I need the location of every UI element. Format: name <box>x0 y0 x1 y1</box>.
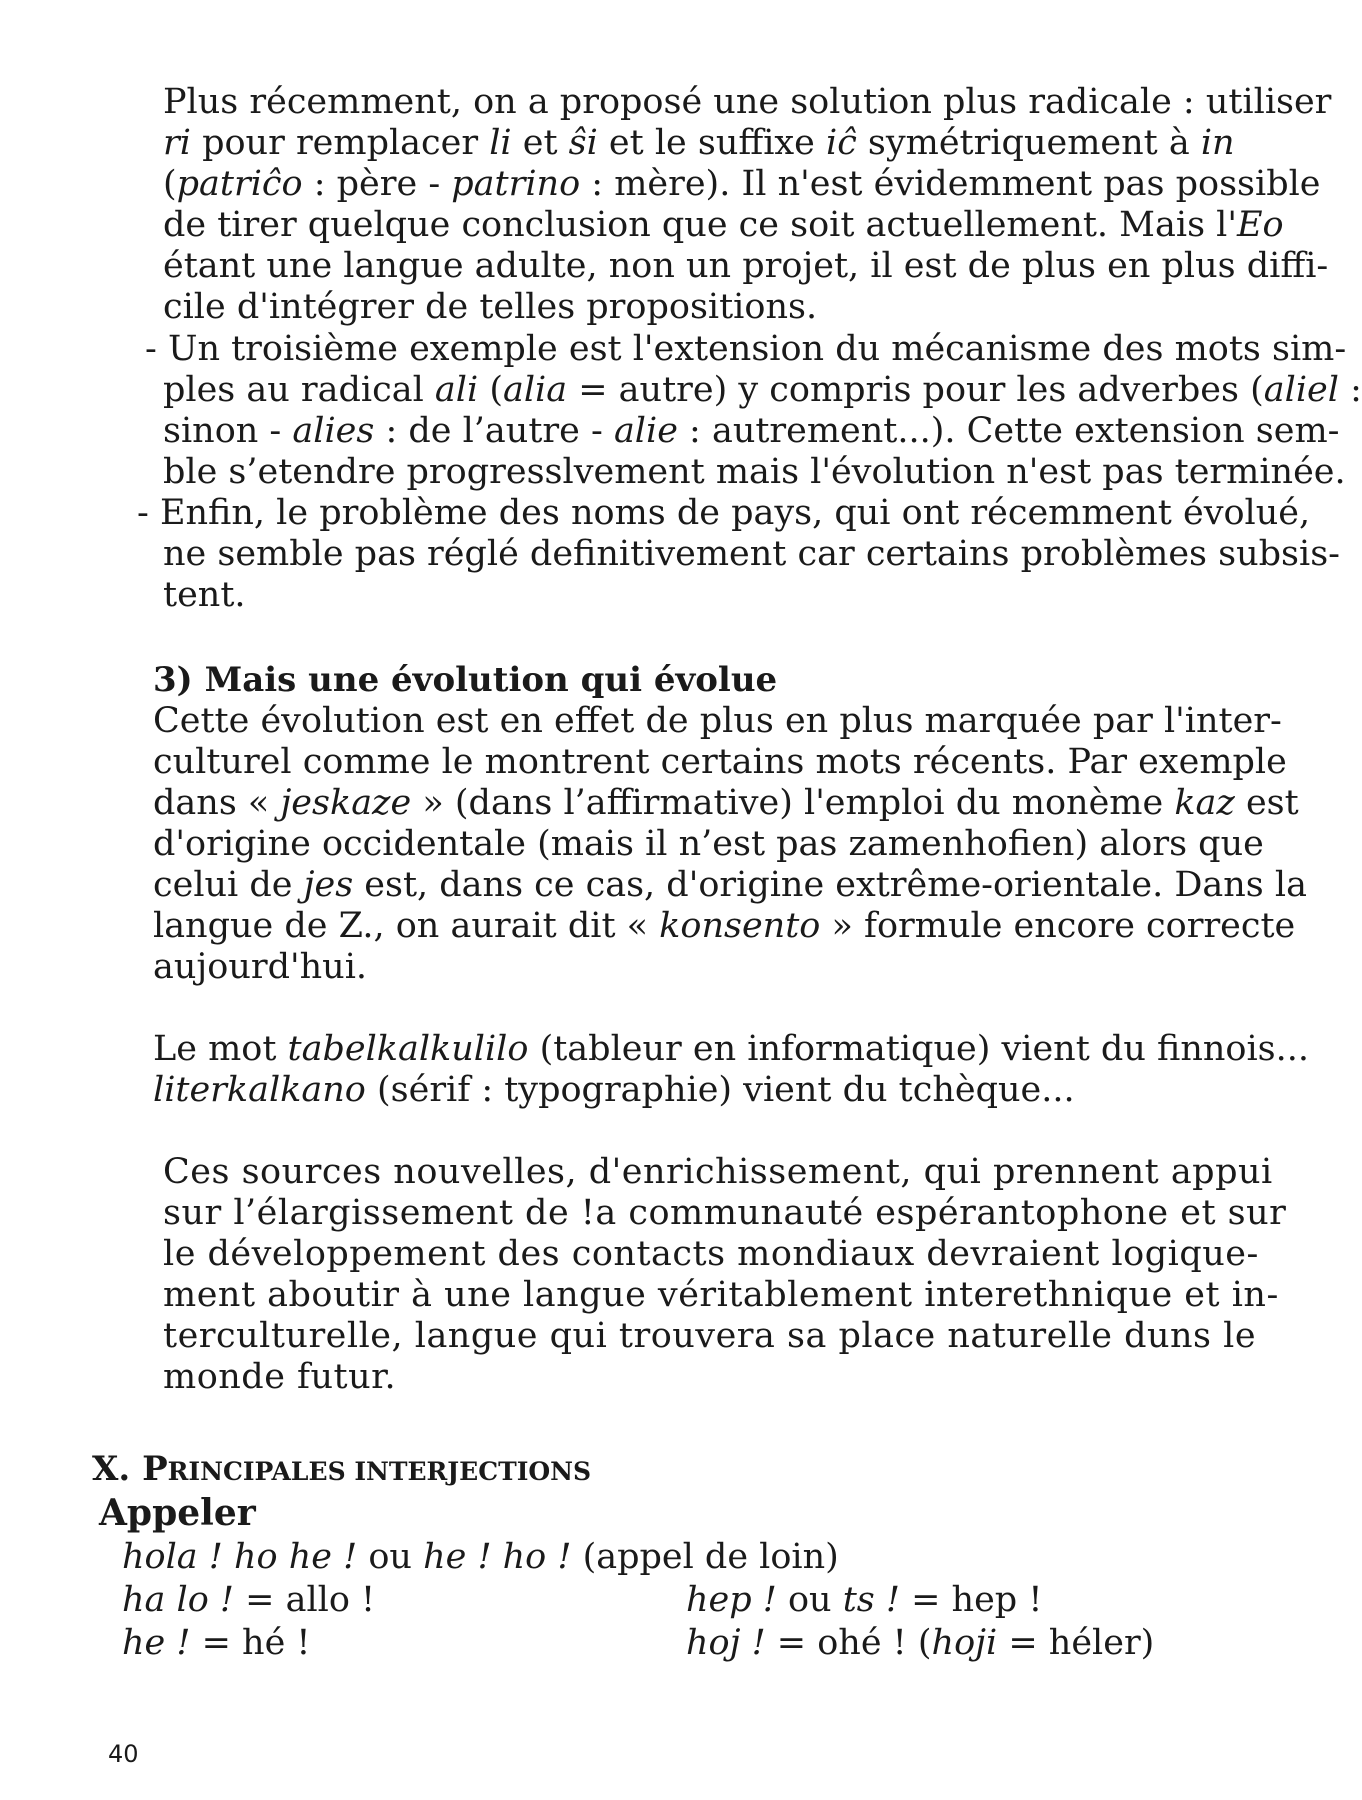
text-line: literkalkano (sérif : typographie) vient du tchèque... <box>153 1070 1075 1110</box>
paragraph-word-origins <box>153 1029 1310 1111</box>
term: ri <box>163 123 191 163</box>
text-line: aujourd'hui. <box>153 947 368 987</box>
text-line: le développement des contacts mondiaux devraient logique- <box>163 1234 1259 1274</box>
term: Eo <box>1236 205 1284 245</box>
interjection-row: ha lo ! = allo ! <box>122 1580 376 1620</box>
term: kaz <box>1174 783 1235 823</box>
text-line: - Enfin, le problème des noms de pays, qui ont récemment évolué, <box>137 493 1311 533</box>
term: tabelkalkulilo <box>287 1029 529 1069</box>
term: in <box>1200 123 1235 163</box>
term: jes <box>303 865 354 905</box>
term: hola ! ho he ! <box>122 1537 358 1577</box>
term: alie <box>613 411 678 451</box>
text-line: langue de Z., on aurait dit « konsento » formule encore correcte <box>153 906 1296 946</box>
term: ŝi <box>568 123 598 163</box>
subsection-heading-appeler: Appeler <box>99 1492 256 1534</box>
text-line: monde futur. <box>163 1357 397 1397</box>
text-line: terculturelle, langue qui trouvera sa place naturelle duns le <box>163 1316 1257 1356</box>
term: alia <box>502 370 568 410</box>
interjection-row: hoj ! = ohé ! (hoji = héler) <box>686 1623 1155 1663</box>
term: iĉ <box>826 123 857 163</box>
interjection-row: hola ! ho he ! ou he ! ho ! (appel de loin) <box>122 1537 839 1577</box>
term: li <box>489 123 512 163</box>
interjection-row: hep ! ou ts ! = hep ! <box>686 1580 1043 1620</box>
term: hoj ! <box>686 1623 766 1663</box>
term: literkalkano <box>153 1070 366 1110</box>
text-line: ri pour remplacer li et ŝi et le suffixe iĉ symétriquement à in <box>163 123 1235 163</box>
term: he ! ho ! <box>423 1537 572 1577</box>
paragraph-radical-solution <box>163 82 1332 328</box>
bullet-country-names <box>137 493 1311 534</box>
text-line: sinon - alies : de l’autre - alie : autrement...). Cette extension sem- <box>163 411 1340 451</box>
term: aliel <box>1263 370 1339 410</box>
text-line: Cette évolution est en effet de plus en plus marquée par l'inter- <box>153 701 1282 741</box>
interjection-row: he ! = hé ! <box>122 1623 311 1663</box>
text-line: culturel comme le montrent certains mots récents. Par exemple <box>153 742 1287 782</box>
text-line: étant une langue adulte, non un projet, il est de plus en plus diffi- <box>163 246 1329 286</box>
text-line: Plus récemment, on a proposé une solution plus radicale : utiliser <box>163 82 1332 122</box>
page-number: 40 <box>108 1740 139 1768</box>
text-line: cile d'intégrer de telles propositions. <box>163 287 818 327</box>
chapter-heading: X. PRINCIPALES INTERJECTIONS <box>92 1449 592 1489</box>
section-heading: 3) Mais une évolution qui évolue <box>153 660 778 700</box>
text-line: tent. <box>163 575 246 615</box>
term: hep ! <box>686 1580 777 1620</box>
text-line: d'origine occidentale (mais il n’est pas zamenhofien) alors que <box>153 824 1264 864</box>
text-line: Ces sources nouvelles, d'enrichissement, qui prennent appui <box>163 1152 1273 1192</box>
text-line: ment aboutir à une langue véritablement interethnique et in- <box>163 1275 1279 1315</box>
bullet-country-names-cont <box>163 534 1340 616</box>
text-line: ble s’etendre progresslvement mais l'évolution n'est pas terminée. <box>163 452 1346 492</box>
text-line: sur l’élargissement de !a communauté espérantophone et sur <box>163 1193 1287 1233</box>
term: jeskaze <box>280 783 412 823</box>
text-line: (patriĉo : père - patrino : mère). Il n'est évidemment pas possible <box>163 164 1321 204</box>
text-line: ne semble pas réglé definitivement car certains problèmes subsis- <box>163 534 1340 574</box>
text-line: celui de jes est, dans ce cas, d'origine extrême-orientale. Dans la <box>153 865 1307 905</box>
text-line: de tirer quelque conclusion que ce soit actuellement. Mais l'Eo <box>163 205 1284 245</box>
text-line: Le mot tabelkalkulilo (tableur en informatique) vient du finnois... <box>153 1029 1310 1069</box>
term: alies <box>292 411 375 451</box>
bullet-third-example-cont <box>163 370 1362 493</box>
paragraph-evolution <box>153 701 1307 988</box>
term: he ! <box>122 1623 191 1663</box>
text-line: dans « jeskaze » (dans l’affirmative) l'emploi du monème kaz est <box>153 783 1299 823</box>
text-line: ples au radical ali (alia = autre) y compris pour les adverbes (aliel : <box>163 370 1362 410</box>
bullet-third-example <box>145 329 1347 370</box>
term: ha lo ! <box>122 1580 234 1620</box>
term: konsento <box>659 906 821 946</box>
term: ts ! <box>842 1580 900 1620</box>
term: ali <box>434 370 479 410</box>
text-line: - Un troisième exemple est l'extension du mécanisme des mots sim- <box>145 329 1347 369</box>
term: patrino <box>451 164 581 204</box>
paragraph-new-sources <box>163 1152 1287 1398</box>
term: patriĉo <box>176 164 303 204</box>
term: hoji <box>931 1623 998 1663</box>
